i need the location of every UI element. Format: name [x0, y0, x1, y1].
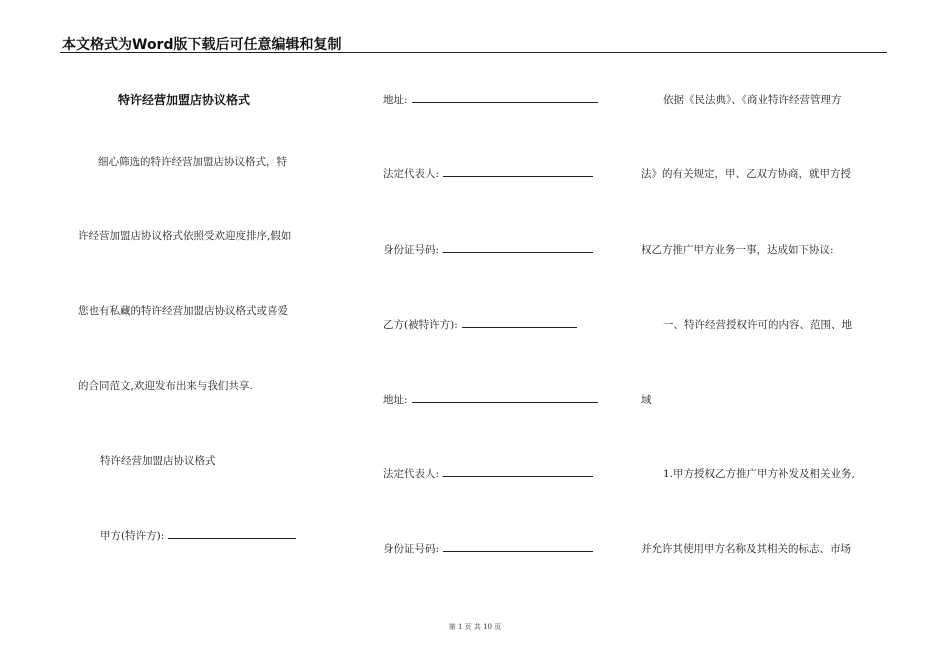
- field-label: 地址:: [383, 394, 408, 406]
- subtitle: 特许经营加盟店协议格式: [100, 455, 216, 467]
- body-line: 一、特许经营授权许可的内容、范围、地: [663, 319, 852, 331]
- intro-line: 细心筛选的特许经营加盟店协议格式，特: [98, 156, 287, 168]
- field-label: 身份证号码:: [383, 244, 440, 256]
- field-id-number: [383, 243, 593, 257]
- body-line: 域: [641, 394, 652, 406]
- field-blank: [412, 93, 598, 103]
- field-legal-representative: [383, 167, 593, 181]
- field-label: 地址:: [383, 94, 408, 106]
- field-address: [383, 393, 598, 407]
- intro-line: 的合同范文,欢迎发布出来与我们共享.: [78, 380, 253, 392]
- field-label: 法定代表人:: [383, 468, 440, 480]
- document-title: 特许经营加盟店协议格式: [118, 93, 251, 107]
- field-blank: [443, 243, 593, 253]
- field-id-number: [383, 542, 593, 556]
- intro-line: 您也有私藏的特许经营加盟店协议格式或喜爱: [78, 305, 288, 317]
- document-header-title: 本文格式为Word版下载后可任意编辑和复制: [62, 37, 342, 53]
- body-line: 并允许其使用甲方名称及其相关的标志、市场: [641, 543, 851, 555]
- party-a-label: 甲方(特许方):: [100, 530, 165, 542]
- body-line: 权乙方推广甲方业务一事，达成如下协议:: [641, 244, 834, 256]
- field-label: 法定代表人:: [383, 168, 440, 180]
- body-line: 依据《民法典》、《商业特许经营管理方: [663, 94, 842, 106]
- party-a-blank: [168, 529, 296, 539]
- field-blank: [412, 393, 598, 403]
- intro-line: 许经营加盟店协议格式依照受欢迎度排序,假如: [78, 230, 292, 242]
- field-party-b: [383, 318, 577, 332]
- header-divider: [60, 52, 887, 53]
- body-line: 法》的有关规定，甲、乙双方协商，就甲方授: [641, 168, 851, 180]
- body-line: 1.甲方授权乙方推广甲方补发及相关业务,: [663, 468, 855, 480]
- party-a-field: [100, 529, 296, 543]
- field-address: [383, 93, 598, 107]
- field-label: 身份证号码:: [383, 543, 440, 555]
- field-blank: [462, 318, 577, 328]
- field-legal-representative: [383, 467, 593, 481]
- field-label: 乙方(被特许方):: [383, 319, 458, 331]
- field-blank: [443, 542, 593, 552]
- field-blank: [443, 467, 593, 477]
- field-blank: [443, 167, 593, 177]
- page-number: 第 1 页 共 10 页: [448, 623, 502, 631]
